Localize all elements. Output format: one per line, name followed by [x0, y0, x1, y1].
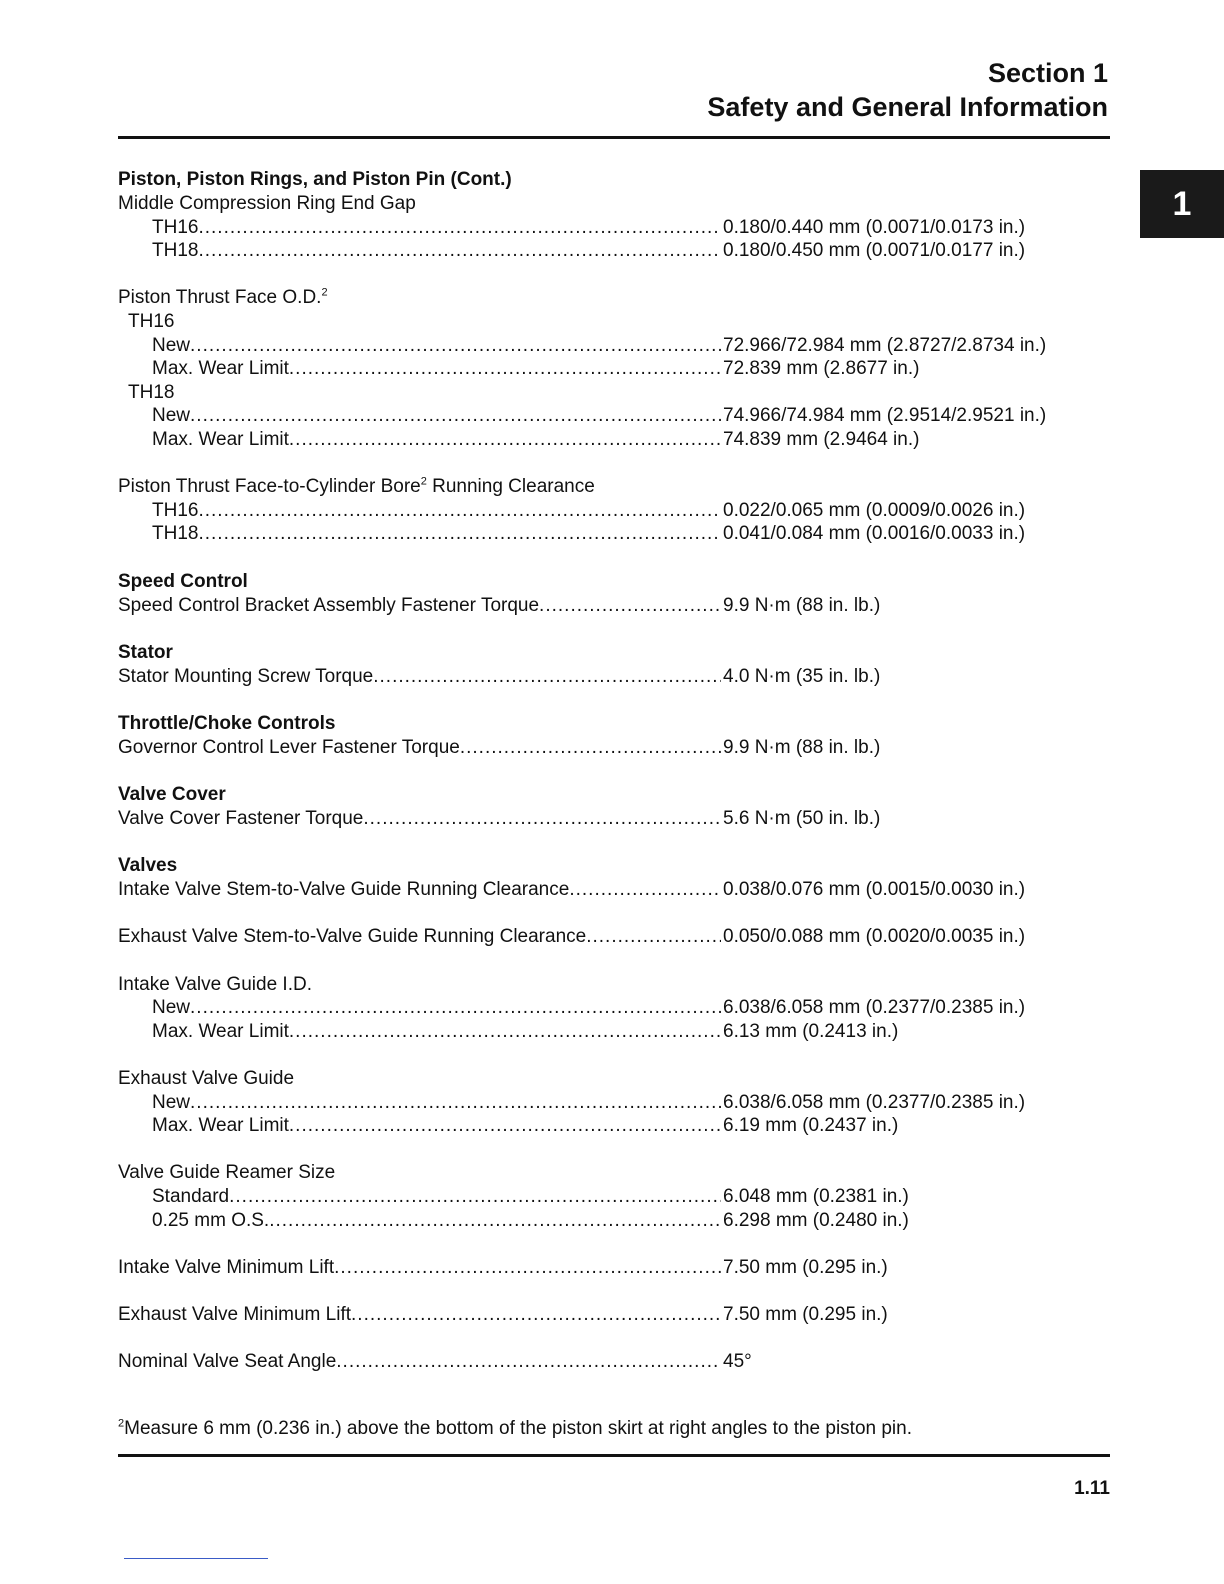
- spec-value: 6.038/6.058 mm (0.2377/0.2385 in.): [723, 997, 1026, 1019]
- spec-row: [118, 1020, 1110, 1044]
- spec-value: 4.0 N·m (35 in. lb.): [723, 665, 881, 687]
- spec-label: TH18: [152, 523, 199, 545]
- valve-cover-heading: Valve Cover: [118, 784, 226, 806]
- spec-label: Valve Cover Fastener Torque: [118, 808, 364, 830]
- spec-label: Intake Valve Minimum Lift: [118, 1256, 335, 1278]
- middle-ring-label: Middle Compression Ring End Gap: [118, 193, 416, 214]
- spec-row: [118, 594, 1110, 618]
- spec-value: 6.298 mm (0.2480 in.): [723, 1209, 909, 1231]
- spec-label: Max. Wear Limit: [152, 358, 289, 380]
- spec-row: [118, 1256, 1110, 1280]
- spec-row: [118, 736, 1110, 760]
- spec-row: [118, 239, 1110, 263]
- spec-value: 0.041/0.084 mm (0.0016/0.0033 in.): [723, 523, 1026, 545]
- spec-value: 9.9 N·m (88 in. lb.): [723, 594, 881, 616]
- spec-label: New: [152, 1091, 191, 1113]
- spec-value: 0.022/0.065 mm (0.0009/0.0026 in.): [723, 499, 1026, 521]
- spec-row: [118, 216, 1110, 240]
- section-tab: 1: [1140, 170, 1224, 238]
- exhaust-guide-label: Exhaust Valve Guide: [118, 1068, 295, 1089]
- reamer-label: Valve Guide Reamer Size: [118, 1162, 336, 1184]
- spec-value: 74.839 mm (2.9464 in.): [723, 428, 920, 450]
- spec-row: [118, 428, 1110, 452]
- spec-row: [118, 665, 1110, 689]
- spec-row: [118, 807, 1110, 831]
- od-th18-label: TH18: [128, 381, 175, 403]
- spec-row: [118, 1114, 1110, 1138]
- spec-label: Stator Mounting Screw Torque: [118, 665, 374, 687]
- spec-row: [118, 334, 1110, 358]
- spec-row: [118, 1303, 1110, 1327]
- spec-value: 5.6 N·m (50 in. lb.): [723, 808, 881, 830]
- section-number: Section 1: [987, 58, 1108, 88]
- spec-content: [118, 168, 1110, 1374]
- speed-control-heading: Speed Control: [118, 570, 248, 592]
- spec-value: 74.966/74.984 mm (2.9514/2.9521 in.): [723, 405, 1047, 427]
- spec-row: [118, 357, 1110, 381]
- spec-label: Governor Control Lever Fastener Torque: [118, 736, 460, 758]
- spec-value: 6.038/6.058 mm (0.2377/0.2385 in.): [723, 1091, 1026, 1113]
- piston-heading: Piston, Piston Rings, and Piston Pin (Cont.): [118, 169, 512, 190]
- spec-label: Intake Valve Stem-to-Valve Guide Running Clearance: [118, 879, 570, 901]
- spec-label: New: [152, 405, 191, 427]
- spec-label: Standard: [152, 1185, 230, 1207]
- spec-value: 0.050/0.088 mm (0.0020/0.0035 in.): [723, 926, 1026, 948]
- od-th16-label: TH16: [128, 310, 175, 332]
- header-rule: [118, 136, 1110, 139]
- spec-label: 0.25 mm O.S.: [152, 1209, 270, 1231]
- spec-value: 6.13 mm (0.2413 in.): [723, 1020, 899, 1042]
- spec-value: 72.839 mm (2.8677 in.): [723, 358, 920, 380]
- spec-label: Max. Wear Limit: [152, 1020, 289, 1042]
- spec-label: Exhaust Valve Stem-to-Valve Guide Running Clearance: [118, 926, 587, 948]
- spec-row: [118, 404, 1110, 428]
- spec-label: TH16: [152, 216, 199, 238]
- spec-label: TH18: [152, 240, 199, 262]
- spec-value: 0.180/0.450 mm (0.0071/0.0177 in.): [723, 240, 1026, 262]
- spec-value: 0.038/0.076 mm (0.0015/0.0030 in.): [723, 879, 1026, 901]
- clearance-label: Piston Thrust Face-to-Cylinder Bore$^2$ Running Clearance: [118, 475, 595, 498]
- spec-label: New: [152, 997, 191, 1019]
- spec-row: [118, 925, 1110, 949]
- footer-rule: [118, 1454, 1110, 1457]
- spec-row: [118, 996, 1110, 1020]
- spec-row: [118, 1209, 1110, 1233]
- page-number: 1.11: [1074, 1478, 1110, 1499]
- spec-value: 45°: [723, 1351, 752, 1373]
- spec-value: 6.048 mm (0.2381 in.): [723, 1185, 909, 1207]
- spec-row: [118, 1091, 1110, 1115]
- section-title: Safety and General Information: [707, 92, 1108, 122]
- spec-value: 0.180/0.440 mm (0.0071/0.0173 in.): [723, 216, 1026, 238]
- page-header: [707, 56, 1108, 124]
- intake-guide-label: Intake Valve Guide I.D.: [118, 973, 312, 995]
- spec-label: Speed Control Bracket Assembly Fastener Torque: [118, 594, 540, 616]
- scan-artifact-line: [124, 1558, 268, 1559]
- spec-row: [118, 1185, 1110, 1209]
- spec-row: [118, 522, 1110, 546]
- spec-row: [118, 499, 1110, 523]
- spec-row: [118, 1350, 1110, 1374]
- spec-value: 7.50 mm (0.295 in.): [723, 1303, 888, 1325]
- spec-label: TH16: [152, 499, 199, 521]
- valves-heading: Valves: [118, 855, 178, 877]
- stator-heading: Stator: [118, 641, 173, 663]
- spec-value: 7.50 mm (0.295 in.): [723, 1256, 888, 1278]
- thrust-od-label: Piston Thrust Face O.D.$^2$: [118, 287, 328, 309]
- spec-label: Exhaust Valve Minimum Lift: [118, 1303, 352, 1325]
- footnote: $^2$Measure 6 mm (0.236 in.) above the bottom of the piston skirt at right angles to the piston pin.: [118, 1417, 912, 1439]
- spec-value: 6.19 mm (0.2437 in.): [723, 1115, 899, 1137]
- spec-value: 9.9 N·m (88 in. lb.): [723, 736, 881, 758]
- throttle-heading: Throttle/Choke Controls: [118, 712, 336, 734]
- spec-label: New: [152, 334, 191, 356]
- spec-row: [118, 878, 1110, 902]
- spec-label: Nominal Valve Seat Angle: [118, 1351, 337, 1373]
- spec-value: 72.966/72.984 mm (2.8727/2.8734 in.): [723, 334, 1047, 356]
- spec-label: Max. Wear Limit: [152, 1115, 289, 1137]
- spec-label: Max. Wear Limit: [152, 428, 289, 450]
